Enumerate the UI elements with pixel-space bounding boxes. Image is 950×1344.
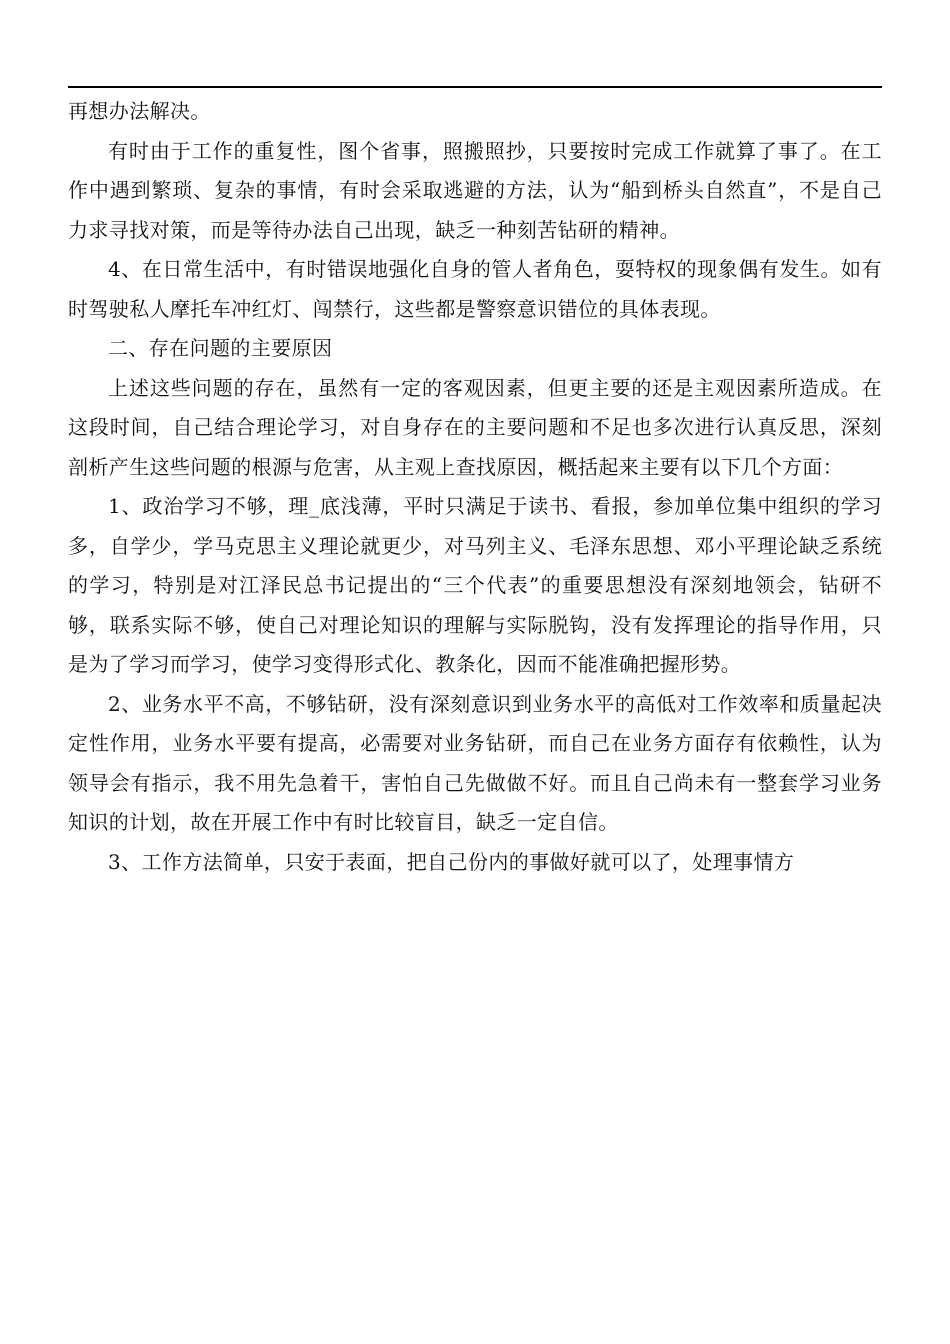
paragraph-repetitive-work: 有时由于工作的重复性，图个省事，照搬照抄，只要按时完成工作就算了事了。在工作中遇到繁琐、复杂的事情，有时会采取逃避的方法，认为“船到桥头自然直”，不是自己力求寻找对策，而是等待办法自己出现，缺乏一种刻苦钻研的精神。 — [68, 138, 882, 242]
paragraph-causes-intro: 上述这些问题的存在，虽然有一定的客观因素，但更主要的还是主观因素所造成。在这段时间，自己结合理论学习，对自身存在的主要问题和不足也多次进行认真反思，深刻剖析产生这些问题的根源与危害，从主观上查找原因，概括起来主要有以下几个方面： — [68, 375, 882, 479]
paragraph-cause-3: 3、工作方法简单，只安于表面，把自己份内的事做好就可以了，处理事情方 — [108, 849, 795, 874]
paragraph-continuation: 再想办法解决。 — [68, 99, 211, 123]
paragraph-item-4: 4、在日常生活中，有时错误地强化自身的管人者角色，耍特权的现象偶有发生。如有时驾驶私人摩托车冲红灯、闯禁行，这些都是警察意识错位的具体表现。 — [68, 257, 882, 321]
document-body — [68, 92, 882, 882]
paragraph-cause-2: 2、业务水平不高，不够钻研，没有深刻意识到业务水平的高低对工作效率和质量起决定性作用，业务水平要有提高，必需要对业务钻研，而自己在业务方面存有依赖性，认为领导会有指示，我不用先急着干，害怕自己先做做不好。而且自己尚未有一整套学习业务知识的计划，故在开展工作中有时比较盲目，缺乏一定自信。 — [68, 691, 882, 834]
header-rule — [68, 86, 882, 88]
section-heading-causes: 二、存在问题的主要原因 — [108, 336, 333, 360]
paragraph-cause-1: 1、政治学习不够，理_底浅薄，平时只满足于读书、看报，参加单位集中组织的学习多，自学少，学马克思主义理论就更少，对马列主义、毛泽东思想、邓小平理论缺乏系统的学习，特别是对江泽民总书记提出的“三个代表”的重要思想没有深刻地领会，钻研不够，联系实际不够，使自己对理论知识的理解与实际脱钩，没有发挥理论的指导作用，只是为了学习而学习，使学习变得形式化、教条化，因而不能准确把握形势。 — [68, 494, 882, 676]
